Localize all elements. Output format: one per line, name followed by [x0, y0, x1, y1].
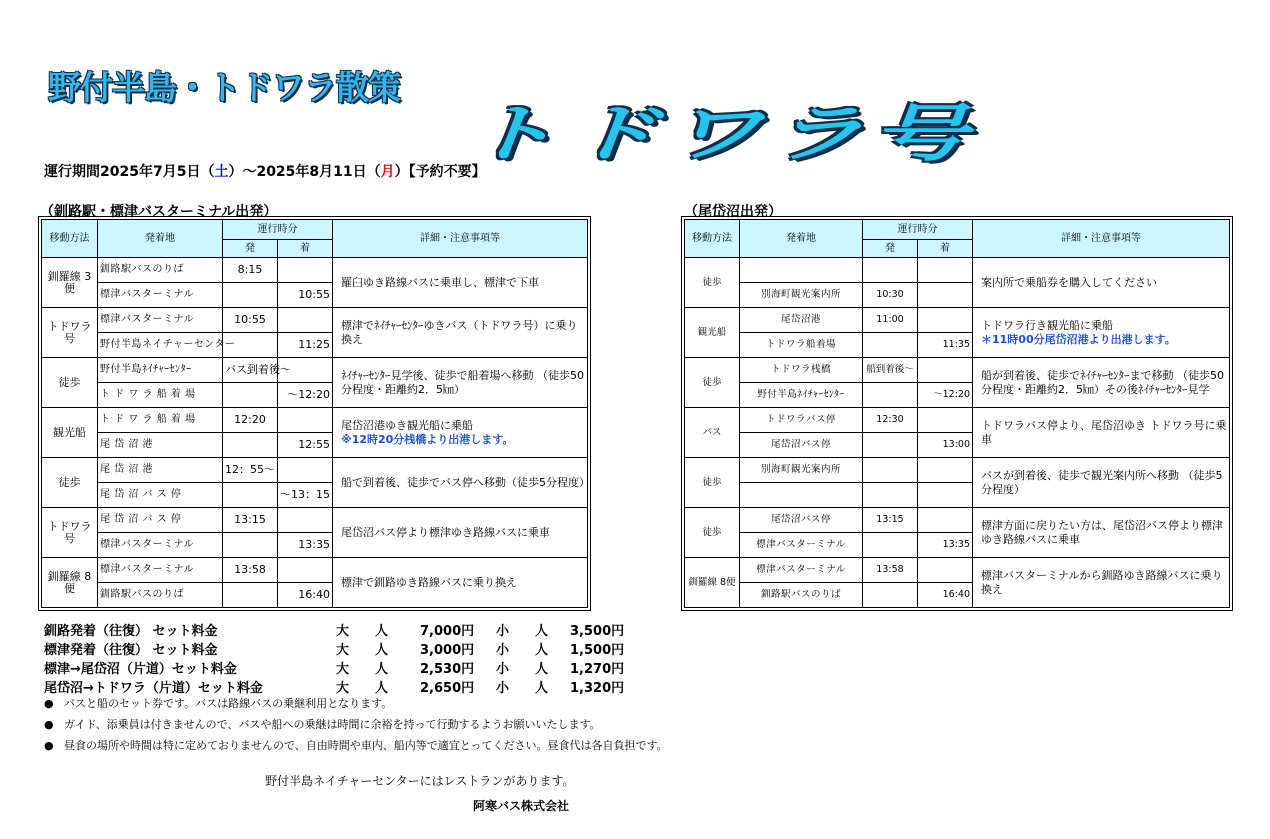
mode-cell: 徒歩	[42, 458, 98, 508]
arr-cell: 11:25	[278, 333, 333, 358]
arr-cell	[278, 308, 333, 333]
place-cell: 尾岱沼バス停	[740, 433, 863, 458]
header-place: 発着地	[740, 220, 863, 258]
fare-label: 標津発着（往復） セット料金	[44, 643, 218, 658]
period-prefix: 運行期間2025年7月5日（	[44, 164, 215, 180]
arr-cell: ～13：15	[278, 483, 333, 508]
place-cell: 野付半島ﾈｲﾁｬｰｾﾝﾀｰ	[740, 383, 863, 408]
detail-text: 標津で釧路ゆき路線バスに乗り換え	[341, 575, 517, 589]
mode-cell: トドワラ号	[42, 308, 98, 358]
table-row	[685, 358, 1230, 383]
arr-cell	[918, 558, 973, 583]
place-cell: 標津バスターミナル	[740, 533, 863, 558]
arr-cell: 13:35	[278, 533, 333, 558]
mode-cell: 徒歩	[685, 458, 740, 508]
arr-cell: 16:40	[918, 583, 973, 608]
detail-cell	[973, 508, 1230, 558]
fare-child: 1,500円	[570, 643, 625, 658]
table-row	[42, 308, 588, 333]
arr-cell	[918, 258, 973, 283]
fare-adult-label: 大 人	[336, 643, 389, 658]
header-mode: 移動方法	[42, 220, 98, 258]
period-suffix: ）【予約不要】	[394, 164, 486, 180]
arr-cell	[918, 458, 973, 483]
detail-text: 尾岱沼港ゆき観光船に乗船	[341, 418, 473, 432]
dep-cell	[223, 383, 278, 408]
header-detail: 詳細・注意事項等	[973, 220, 1230, 258]
dep-cell: 12:30	[863, 408, 918, 433]
table-row	[42, 508, 588, 533]
arr-cell	[278, 558, 333, 583]
arr-cell: 11:35	[918, 333, 973, 358]
table-row	[42, 258, 588, 283]
table-row	[42, 408, 588, 433]
detail-text: 標津でﾈｲﾁｬｰｾﾝﾀｰゆきバス（トドワラ号）に乗り換え	[341, 318, 578, 346]
dep-cell: 11:00	[863, 308, 918, 333]
detail-cell	[973, 408, 1230, 458]
place-cell: 別海町観光案内所	[740, 458, 863, 483]
table-row	[42, 558, 588, 583]
arr-cell	[278, 258, 333, 283]
fare-child-label: 小 人	[496, 624, 549, 639]
place-cell: 釧路駅バスのりば	[98, 583, 223, 608]
fare-child: 3,500円	[570, 624, 625, 639]
fare-adult: 7,000円	[420, 624, 475, 639]
place-cell	[740, 258, 863, 283]
place-cell	[740, 483, 863, 508]
bullet-icon: ●	[44, 718, 54, 731]
detail-text: トドワラ行き観光船に乗船	[981, 318, 1113, 332]
arr-cell: 12:55	[278, 433, 333, 458]
note-item	[44, 737, 668, 753]
bullet-icon: ●	[44, 739, 54, 752]
detail-cell	[333, 308, 588, 358]
header-time: 運行時分	[863, 220, 973, 240]
arr-cell: 16:40	[278, 583, 333, 608]
header-time: 運行時分	[223, 220, 333, 240]
detail-cell	[333, 258, 588, 308]
arr-cell: ～12:20	[918, 383, 973, 408]
dep-cell: 13:58	[223, 558, 278, 583]
fare-adult-label: 大 人	[336, 662, 389, 677]
bullet-icon: ●	[44, 697, 54, 710]
operation-period	[44, 161, 486, 181]
place-cell: 標津バスターミナル	[98, 283, 223, 308]
header-place: 発着地	[98, 220, 223, 258]
dep-cell	[863, 583, 918, 608]
place-cell: 別海町観光案内所	[740, 283, 863, 308]
arr-cell	[918, 408, 973, 433]
arr-cell	[918, 508, 973, 533]
table-row	[42, 358, 588, 383]
arr-cell: ～12:20	[278, 383, 333, 408]
fare-label: 尾岱沼→トドワラ（片道）セット料金	[44, 681, 263, 696]
dep-cell: 13:15	[223, 508, 278, 533]
fare-child-label: 小 人	[496, 662, 549, 677]
detail-note: ※12時20分桟橋より出港します。	[341, 432, 514, 446]
place-cell: ト ド ワ ラ 船 着 場	[98, 408, 223, 433]
mode-cell: 徒歩	[42, 358, 98, 408]
dep-cell	[223, 533, 278, 558]
mode-cell: 観光船	[42, 408, 98, 458]
place-cell: トドワラ桟橋	[740, 358, 863, 383]
title-large: トドワラ号	[462, 97, 974, 170]
detail-cell	[333, 458, 588, 508]
left-timetable	[41, 219, 588, 608]
table-row	[685, 508, 1230, 533]
dep-cell: 13:58	[863, 558, 918, 583]
place-cell: 標津バスターミナル	[740, 558, 863, 583]
mode-cell: 観光船	[685, 308, 740, 358]
header-detail: 詳細・注意事項等	[333, 220, 588, 258]
mode-cell: 釧羅線 8便	[42, 558, 98, 608]
fare-adult: 3,000円	[420, 643, 475, 658]
header-arr: 着	[918, 240, 973, 258]
detail-text: 船で到着後、徒歩でバス停へ移動（徒歩5分程度）	[341, 475, 590, 489]
mode-cell: バス	[685, 408, 740, 458]
fare-child: 1,320円	[570, 681, 625, 696]
detail-text: 尾岱沼バス停より標津ゆき路線バスに乗車	[341, 525, 550, 539]
fare-label: 釧路発着（往復） セット料金	[44, 624, 218, 639]
table-row	[685, 308, 1230, 333]
place-cell: 釧路駅バスのりば	[98, 258, 223, 283]
detail-text: トドワラバス停より、尾岱沼ゆき トドワラ号に乗車	[981, 418, 1227, 446]
dep-cell: 船到着後～	[863, 358, 918, 383]
note-text: 昼食の場所や時間は特に定めておりませんので、自由時間や車内、船内等で適宜とってください。昼食代は各自負担です。	[64, 739, 668, 752]
place-cell: 尾 岱 沼 バ ス 停	[98, 508, 223, 533]
place-cell: 尾 岱 沼 バ ス 停	[98, 483, 223, 508]
note-text: ガイド、添乗員は付きませんので、バスや船への乗継は時間に余裕を持って行動するようお願いいたします。	[64, 718, 601, 731]
dep-cell	[863, 533, 918, 558]
fare-adult-label: 大 人	[336, 681, 389, 696]
place-cell: 野付半島ﾈｲﾁｬｰｾﾝﾀｰ	[98, 358, 223, 383]
detail-cell	[973, 558, 1230, 608]
mode-cell: 釧羅線 8便	[685, 558, 740, 608]
title-small: 野付半島・トドワラ散策	[48, 68, 400, 107]
detail-text: 標津バスターミナルから釧路ゆき路線バスに乗り換え	[981, 568, 1223, 596]
header-dep: 発	[863, 240, 918, 258]
arr-cell	[918, 308, 973, 333]
header-dep: 発	[223, 240, 278, 258]
header-mode: 移動方法	[685, 220, 740, 258]
arr-cell	[918, 283, 973, 308]
place-cell: ト ド ワ ラ 船 着 場	[98, 383, 223, 408]
place-cell: 標津バスターミナル	[98, 308, 223, 333]
detail-text: 船が到着後、徒歩でﾈｲﾁｬｰｾﾝﾀｰまで移動 （徒歩50分程度・距離約2．5㎞）その後ﾈｲﾁｬｰｾﾝﾀｰ見学	[981, 368, 1224, 396]
table-row	[685, 408, 1230, 433]
arr-cell	[278, 458, 333, 483]
fare-child-label: 小 人	[496, 643, 549, 658]
detail-cell	[333, 358, 588, 408]
place-cell: トドワラ船着場	[740, 333, 863, 358]
detail-cell	[973, 458, 1230, 508]
arr-cell	[278, 408, 333, 433]
dep-cell: 8:15	[223, 258, 278, 283]
arr-cell	[918, 483, 973, 508]
header-arr: 着	[278, 240, 333, 258]
right-section-heading: （尾岱沼出発）	[684, 204, 782, 220]
dep-cell: 13:15	[863, 508, 918, 533]
company-name: 阿寒バス株式会社	[473, 799, 570, 813]
period-saturday: 土	[214, 164, 229, 180]
mode-cell: 徒歩	[685, 258, 740, 308]
dep-cell: バス到着後～	[223, 358, 278, 383]
detail-cell	[333, 508, 588, 558]
fare-child: 1,270円	[570, 662, 625, 677]
note-text: バスと船のセット券です。バスは路線バスの乗継利用となります。	[64, 697, 393, 710]
period-monday: 月	[380, 164, 395, 180]
detail-cell	[333, 408, 588, 458]
table-row	[685, 258, 1230, 283]
note-item	[44, 716, 601, 732]
mode-cell: 徒歩	[685, 358, 740, 408]
table-row	[685, 458, 1230, 483]
place-cell: 標津バスターミナル	[98, 533, 223, 558]
dep-cell	[863, 333, 918, 358]
arr-cell: 13:35	[918, 533, 973, 558]
arr-cell: 13:00	[918, 433, 973, 458]
dep-cell	[223, 283, 278, 308]
detail-note: ＊11時00分尾岱沼港より出港します。	[981, 332, 1176, 346]
table-row	[42, 458, 588, 483]
arr-cell: 10:55	[278, 283, 333, 308]
dep-cell	[863, 483, 918, 508]
fare-label: 標津→尾岱沼（片道）セット料金	[44, 662, 237, 677]
detail-text: 案内所で乗船券を購入してください	[981, 275, 1157, 289]
detail-text: 羅臼ゆき路線バスに乗車し、標津で下車	[341, 275, 539, 289]
dep-cell: 10:55	[223, 308, 278, 333]
place-cell: 野付半島ネイチャーセンター	[98, 333, 223, 358]
detail-cell	[333, 558, 588, 608]
right-timetable	[684, 219, 1230, 608]
detail-cell	[973, 308, 1230, 358]
place-cell: 尾岱沼港	[740, 308, 863, 333]
arr-cell	[918, 358, 973, 383]
detail-text: 標津方面に戻りたい方は、尾岱沼バス停より標津ゆき路線バスに乗車	[981, 518, 1223, 546]
fare-adult: 2,650円	[420, 681, 475, 696]
mode-cell: トドワラ号	[42, 508, 98, 558]
detail-text: ﾈｲﾁｬｰｾﾝﾀｰ見学後、徒歩で船着場へ移動 （徒歩50分程度・距離約2．5㎞）	[341, 368, 584, 396]
restaurant-notice: 野付半島ネイチャーセンターにはレストランがあります。	[265, 774, 575, 788]
dep-cell	[863, 458, 918, 483]
detail-cell	[973, 258, 1230, 308]
fare-child-label: 小 人	[496, 681, 549, 696]
mode-cell: 釧羅線 3便	[42, 258, 98, 308]
place-cell: 尾 岱 沼 港	[98, 433, 223, 458]
place-cell: 釧路駅バスのりば	[740, 583, 863, 608]
dep-cell	[863, 433, 918, 458]
place-cell: 標津バスターミナル	[98, 558, 223, 583]
dep-cell: 10:30	[863, 283, 918, 308]
detail-cell	[973, 358, 1230, 408]
place-cell: 尾岱沼バス停	[740, 508, 863, 533]
place-cell: トドワラバス停	[740, 408, 863, 433]
detail-text: バスが到着後、徒歩で観光案内所へ移動 （徒歩5分程度）	[981, 468, 1223, 496]
note-item	[44, 695, 392, 711]
fare-adult: 2,530円	[420, 662, 475, 677]
arr-cell	[278, 508, 333, 533]
table-row	[685, 558, 1230, 583]
period-mid: ）～2025年8月11日（	[228, 164, 381, 180]
dep-cell	[863, 258, 918, 283]
fare-adult-label: 大 人	[336, 624, 389, 639]
mode-cell: 徒歩	[685, 508, 740, 558]
place-cell: 尾 岱 沼 港	[98, 458, 223, 483]
left-section-heading: （釧路駅・標津バスターミナル出発）	[40, 204, 278, 220]
dep-cell	[223, 483, 278, 508]
dep-cell: 12：55～	[223, 458, 278, 483]
dep-cell	[863, 383, 918, 408]
dep-cell: 12:20	[223, 408, 278, 433]
dep-cell	[223, 433, 278, 458]
dep-cell	[223, 583, 278, 608]
